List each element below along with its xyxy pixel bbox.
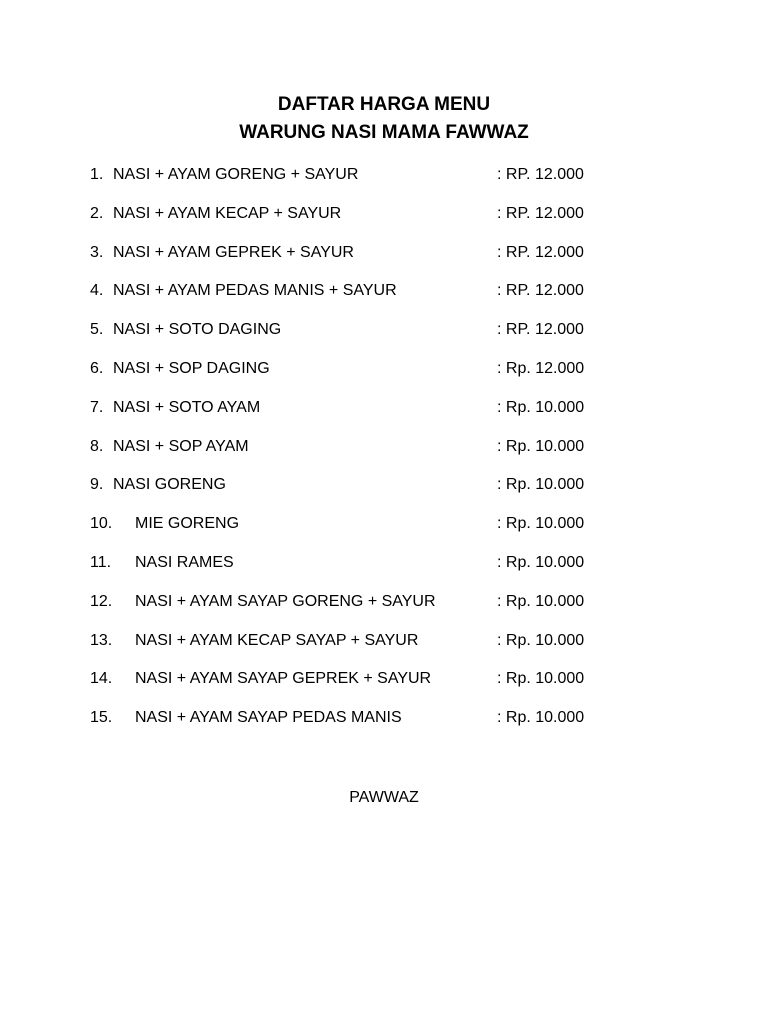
item-name: NASI + SOP AYAM [113,437,249,455]
list-item [0,593,768,632]
page-subtitle: WARUNG NASI MAMA FAWWAZ [239,122,529,143]
item-price: : Rp. 12.000 [497,359,585,377]
item-name: NASI + SOTO AYAM [113,398,261,416]
item-number: 11. [90,553,112,571]
item-number: 8. [90,437,104,455]
item-name: NASI RAMES [135,553,234,571]
item-price: : Rp. 10.000 [497,592,585,610]
item-number: 7. [90,398,104,416]
list-item [0,166,768,205]
item-price: : Rp. 10.000 [497,437,585,455]
item-number: 9. [90,476,104,494]
list-item [0,360,768,399]
item-number: 1. [90,166,104,183]
item-name: MIE GORENG [135,515,240,533]
list-item [0,476,768,515]
list-item [0,399,768,438]
item-number: 12. [90,592,113,610]
item-name: NASI + AYAM SAYAP PEDAS MANIS [135,709,402,727]
item-number: 10. [90,515,113,533]
item-price: : RP. 12.000 [497,321,584,339]
list-item [0,205,768,244]
list-item [0,632,768,671]
list-item [0,515,768,554]
list-item [0,709,768,748]
item-price: : Rp. 10.000 [497,670,585,688]
item-name: NASI + AYAM SAYAP GEPREK + SAYUR [135,670,432,688]
item-number: 14. [90,670,113,688]
list-item [0,244,768,283]
item-price: : RP. 12.000 [497,204,584,222]
item-name: NASI + SOP DAGING [113,359,270,377]
item-number: 4. [90,282,104,300]
list-item [0,282,768,321]
item-price: : RP. 12.000 [497,282,584,300]
item-name: NASI + AYAM PEDAS MANIS + SAYUR [113,282,397,300]
item-price: : Rp. 10.000 [497,553,585,571]
item-price: : Rp. 10.000 [497,476,585,494]
item-price: : RP. 12.000 [497,166,584,183]
list-item [0,670,768,709]
item-name: NASI + AYAM GEPREK + SAYUR [113,243,354,261]
item-number: 6. [90,359,104,377]
item-price: : RP. 12.000 [497,243,584,261]
item-name: NASI + AYAM KECAP SAYAP + SAYUR [135,631,419,649]
page-title: DAFTAR HARGA MENU [277,94,491,115]
item-price: : Rp. 10.000 [497,398,585,416]
item-name: NASI GORENG [113,476,226,494]
list-item [0,438,768,477]
item-number: 13. [90,631,113,649]
item-price: : Rp. 10.000 [497,709,585,727]
item-name: NASI + AYAM GORENG + SAYUR [113,166,359,183]
item-number: 5. [90,321,104,339]
list-item [0,321,768,360]
item-number: 3. [90,243,104,261]
item-number: 15. [90,709,113,727]
item-price: : Rp. 10.000 [497,631,585,649]
menu-list [0,166,768,748]
signature: PAWWAZ [349,789,419,806]
item-number: 2. [90,204,104,222]
item-name: NASI + AYAM KECAP + SAYUR [113,204,342,222]
item-name: NASI + SOTO DAGING [113,321,282,339]
item-name: NASI + AYAM SAYAP GORENG + SAYUR [135,592,436,610]
list-item [0,554,768,593]
item-price: : Rp. 10.000 [497,515,585,533]
